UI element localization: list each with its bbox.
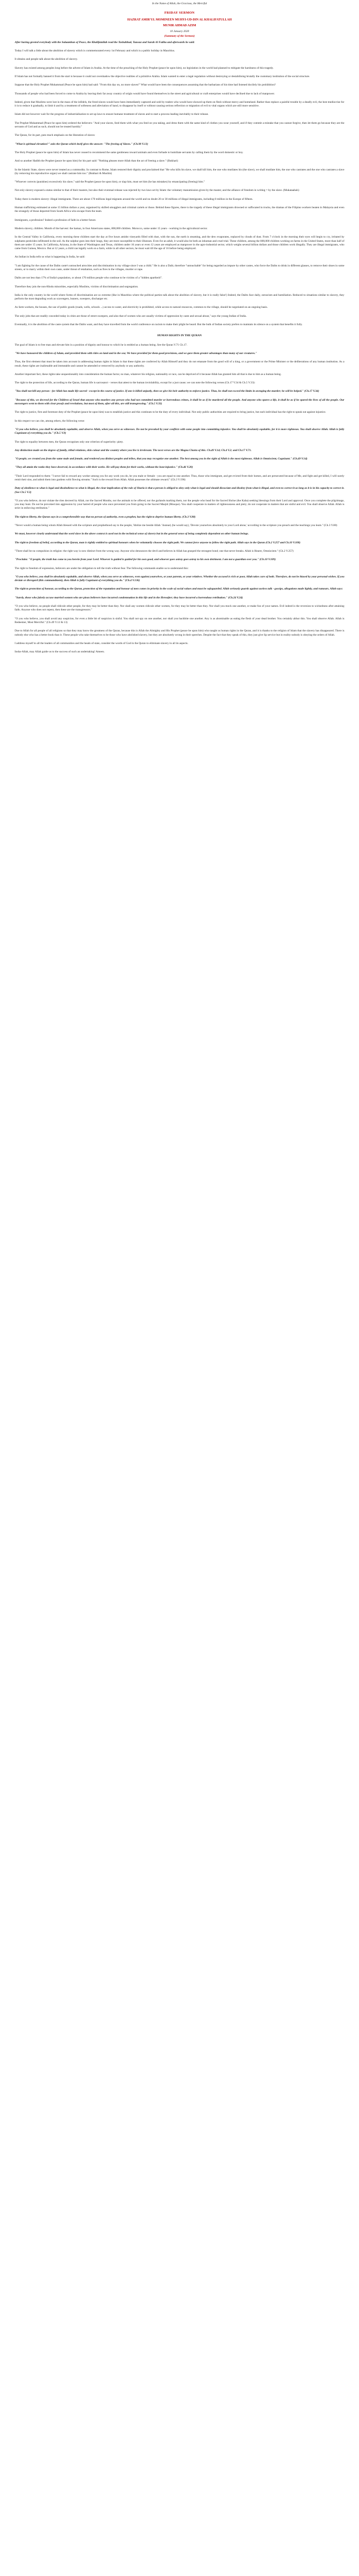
paragraph: "We have honoured the children of Adam, and provided them with rides on land and in the sea; We have provided for them good provisions, and we gave them greater advantages than many of our creatures." <box>15 351 257 355</box>
paragraph: The right to liberty, the Quran says in a comprehensible way that no person of authority, even a prophet, has the right to deprive human liberty. (Ch.3 V.80) <box>15 515 196 519</box>
paragraph: Islam did not however wait for the progress of industrialisation to set up laws to ensure humane treatment of slaves and to start a process leading inevitably to their release. <box>15 113 209 116</box>
paragraph: "Because of this, we decreed for the Children of Israel that anyone who murders any person who had not committed murder or horrendous crimes, it shall be as if he murdered all the people. And anyone who spares a life, it shall be as if he spared the lives of all the people. Our messengers went to them with clear proofs and revelations, but most of them, after all this, are still transgressing." (Ch.5 V.33) <box>15 398 344 406</box>
paragraph: Not only slavery exposed a status similar to that of their masters, but also their eventual release was rejected by two laws set by Islam: the voluntary manumission given by the master, and the alliance of freedom in writing = by the slave. (Mukataabah) <box>15 189 299 192</box>
paragraph: The right to justice, first and foremost duty of the Prophet (peace be upon him) was to establish justice and this continues to be the duty of every individual. Not only public authorities are required to bring justice, but each individual has the right to speak out against injustice. <box>15 411 326 414</box>
paragraph: "Surely, those who falsely accuse married women who are pious believers have incurred condemnation in this life and in the Hereafter; they have incurred a horrendous retribution." (Ch.24 V.24) <box>15 596 243 599</box>
paragraph: Therefore they join the non-Hindu minorities, especially Muslims, victims of discrimination and segregation. <box>15 285 139 288</box>
paragraph: "Their Lord responded to them: "I never fail to reward any worker among you for any work you do, be you male or female - you are equal to one another. Thus, those who immigrate, and get evicted from their homes, and are persecuted because of Me, and fight and get killed, I will surely remit their sins, and admit them into gardens with flowing streams." Such is the reward from Allah. Allah possesses the ultimate reward." (Ch.3 V.196) <box>15 474 344 481</box>
paragraph: Dalits are not less than 17% of India's population, or about 170 million people who continue to be victims of a "hidden apartheid". <box>15 276 163 280</box>
paragraph: Eventually, it is the abolition of the caste system that the Dalits want, and they have travelled from the world conference on racism to make their plight be heard. But the bulk of Indian society prefers to maintain its silence on a system that benefits it fully. <box>15 323 303 327</box>
paragraph: I address myself to all the leaders of all communities and the heads of state, consider the words of God in the Quran to eliminate slavery in all its aspects. <box>15 641 188 645</box>
paragraph: In this respect we can cite, among others, the following verse: <box>15 419 85 423</box>
paragraph: The right to freedom of expression, believers are under the obligation to tell the truth without fear. The following commands enable us to understand this: <box>15 566 189 570</box>
paragraph: As farm workers, the houses, the use of public goods (roads, wells, schools ...) access to water, and electricity is prohibited, while access to natural resources, common to the village, should be negotiated on an ongoing basis. <box>15 306 268 309</box>
paragraph: The Quran, for its part, puts much emphasis on the liberation of slaves: <box>15 134 96 137</box>
paragraph: Duty of obedience to what is legal and disobedience to what is illegal, the clear implication of the rule of Sharia is that a person is obliged to obey only what is legal and should dissociate and disobey from what is illegal, and even to correct it as long as it is in his capacity to correct it. (See Ch.5 V.3) <box>15 487 344 494</box>
paragraph: The right to freedom of belief, according to the Quran, man is rightly entitled to spiritual honours when he voluntarily chooses the right path. We cannot force anyone to follow the right path. Allah says in the Quran (Ch.2 V.257 and Ch.10 V.100) <box>15 541 301 544</box>
paragraph: "They all attain the ranks they have deserved, in accordance with their works. He will pay them for their works, without the least injustice." (Ch.46 V.20) <box>15 466 193 469</box>
paragraph: Another important fact, these rights take unquestionably into consideration the human factor, no man, whatever his religion, nationality or race, can be deprived of it because Allah has granted him all that is due to him as a human being. <box>15 372 282 376</box>
paragraph: Insha-Allah, may Allah guide us to the success of such an undertaking! Ameen. <box>15 650 105 654</box>
paragraph: "Whoever corrects (punishes) excessively his slave," said the Prophet (peace be upon him), or slap him, must set him (he has mistakes) by emancipating (freeing) him." <box>15 180 205 184</box>
paragraph: If Islam has not formally banned it from the start is because it could not overshadow the objective realities of a primitive Arabia. Islam wanted to enter a legal regulation without destroying or destabilising brutally the customary institution of the social structure. <box>15 74 310 78</box>
paragraph: After having greeted everybody with the Salaamhun of Peace, the Khalifatullah read the Tashahhud, Taawuz and Surah Al Fatiha and afterwards he said: <box>15 40 195 44</box>
document-title: FRIDAY SERMON <box>164 11 195 15</box>
paragraph: Immigrants, a profession? Indeed a profession of faith in a better future. <box>15 218 97 222</box>
paragraph: In the Islamic State, slaves were never treated as a commodity. In contrast to Rome, Islam restored their dignity and proclaimed that "He who kills his slave, we shall kill him, the one who mutilates his (the slave), we shall mutilate him, the one who castrates and the one who castrates a slave (by removing his reproductive organ) we shall castrate him too." (Bukhari & Muslim) <box>15 168 344 175</box>
paragraph: The right to the protection of life, according to the Quran, human life is sacrosanct - verses that attest to the human inviolability, except for a just cause; we can note the following verses (Ch.17 V.34 & Ch.5 V.33): <box>15 381 256 385</box>
paragraph: The Prophet Muhammad (Peace be upon him) ordered the believers: "And your slaves, feed them with what you feed on you taking, and dress them with the same kind of clothes you wear yourself, and if they commit a mistake that you cannot forgive, then let them go because they are the servants of God and as such, should not be treated harshly." <box>15 121 344 129</box>
bismillah-line: In the Name of Allah, the Gracious, the Merciful <box>152 2 207 5</box>
paragraph: And so another Hadith the Prophet (peace be upon him) for his part said: "Nothing pleases more Allah than the act of freeing a slave." (Bukhari) <box>15 159 178 163</box>
paragraph: It obtains and people talk about the abolition of slavery. <box>15 58 78 61</box>
paragraph: "I am fighting for the cause of the Dalits caste's untouched atrocities and discrimination in my village since I was a child." He is also a Dalit, therefore "untouchable" for being regarded as impure by other castes, who force the Dalits to drink in different glasses, to remove their shoes in some streets, or to marry within their own caste, under threat of retaliation, such as fires in the villages, murder or rape. <box>15 264 344 271</box>
sermon-date: 10 January 2020 <box>170 30 189 34</box>
paragraph: Due to Allah for all people of all religions so that they may know the greatness of the Quran, because this is Allah the Almighty and His Prophet (peace be upon him) who taught us human rights in the Quran, and it is thanks to the religion of Islam that the slavery has disappeared. There is nobody else who has a better book than it. These people who take themselves to be those who have abolished slavery, but they are absolutely wrong in their speeches. Despite the fact that they speak of this, they just give lip service but in reality nobody is obeying the orders of Allah. <box>15 629 344 637</box>
paragraph: "O people, we created you from the same male and female, and rendered you distinct peoples and tribes, that you may recognize one another. The best among you in the sight of Allah is the most righteous. Allah is Omniscient, Cognizant." (Ch.49 V.14) <box>15 457 308 461</box>
paragraph: Thus, the first element that must be taken into account in addressing human rights in Islam is that these rights are conferred by Allah Himself and they do not emanate from the good will of a king, or a government or the Prime Minister or the deliberations of any human institution. As a result, these rights are inalienable and immutable and cannot be amended or removed by anybody or any authority. <box>15 360 344 368</box>
paragraph: India is the only country in the world where forms of discrimination are so extreme (like in Mauritius where the political parties talk about the abolition of slavery, but it is really false!) Indeed, the Dalits face daily, ostracism and humiliation. Reduced to situations similar to slavery, they perform the most degrading work as scavengers, leaners, sweepers, discharger etc. <box>15 293 344 301</box>
paragraph: An Indian in India tells us what is happening in India, he said: <box>15 255 85 259</box>
paragraph: "Proclaim: "O people, the truth has come to you herein from your Lord. Whoever is guided is guided for his own good, and whoever goes astray goes astray to his own detriment. I am not a guardian over you." (Ch.10 V.109) <box>15 558 276 562</box>
paragraph: Modern slavery, children. Month of the harvest: the hamaz, in four Americans states, 800,000 children. Morocco, some under 15 years - working in the agricultural sector. <box>15 227 208 230</box>
paragraph: "You shall not kill any person - for Allah has made life sacred - except in the course of justice. If one is killed unjustly, then we give his heir authority to enforce justice. Thus, he shall not exceed the limits in avenging the murder; he will be helped." (Ch.17 V.34) <box>15 390 319 393</box>
paragraph: Human trafficking estimated at some 15 billion dollars a year, organised by skilled smugglers and criminal cartels or those. Behind these figures, there is the tragedy of these illegal immigrants drowned or suffocated in trucks, the dramas of the Filipino workers beaten in Malaysia and even the strangely of those deported from South Africa who escape from the team. <box>15 206 344 213</box>
sermon-body-part-2 <box>15 344 344 654</box>
paragraph: Today I will talk a little about the abolition of slavery which is commemorated every 1st February and which is a public holiday in Mauritius. <box>15 49 175 53</box>
paragraph: "O you who believe, no people shall ridicule other people, for they may be better than they. Nor shall any women ridicule other women, for they may be better than they. Nor shall you mock one another, or make fun of your names. Evil indeed is the reversion to wickedness after attaining faith. Anyone who does not repent, then these are the transgressors." <box>15 605 344 612</box>
section-heading-human-rights: HUMAN RIGHTS IN THE QURAN <box>157 334 202 338</box>
paragraph: "O you who believe, do not violate the rites decreed by Allah, nor the Sacred Months, nor the animals to be offered, nor the garlands marking them, nor the people who head for the Sacred Shrine (the Kaba) seeking blessings from their Lord and approval. Once you complete the pilgrimage, you may hunt. Do not be provoked into aggression by your hatred of people who once prevented you from going to the Sacred Masjid (Mosque). You shall cooperate in matters of righteousness and piety; do not cooperate in matters that are sinful and evil. You shall observe Allah. Allah is strict in enforcing retribution." <box>15 499 344 510</box>
paragraph: In the Central Valley in California, every morning these children start the day at five hours amidst vineyards filled with dust, with the sun, the earth is steaming, and the dew evaporates, replaced by clouds of dust. From 7 o'clock in the morning their eyes will begin to cry, irritated by sulphates pesticides infiltrated in the soil. As the sulphur goes into their lungs, they are more susceptible to their illnesses. Even for an adult, it would also be both an inhuman and cruel trial. These children, among the 800,000 children working on farms in the United States, more than half of them are under 15 years. In California, Arizona, in the State of Washington and Texas, children under 16 years or even 12 years are employed as manpower in the agro-industrial sector, which weighs several billion dollars and those children work illegally. They are illegal immigrants, who came from Guinea, Mexico. But at 12 years, a child can legally work on a farm, while in all other sectors, he must wait till the age of 16 before being employed. <box>15 235 344 251</box>
paragraph: Suppose that the Holy Prophet Muhammad (Peace be upon him) had said: "From this day on, no more slaves!" What would have been the consequences assuming that the barbarians of his time had listened docilely his prohibition? <box>15 83 276 87</box>
paragraph: "Never would a human being whom Allah blessed with the scripture and prophethood say to the people, 'Idolize me beside Allah.' Instead, (he would say), 'Devote yourselves absolutely to your Lord alone,' according to the scripture you preach and the teachings you learn." (Ch.3 V.80) <box>15 524 337 528</box>
sermon-body-part-1 <box>15 41 344 327</box>
paragraph: "O you who believe, you shall be absolutely equitable, and observe Allah, when you serve as witnesses, even against yourselves, or your parents, or your relatives. Whether the accused is rich or poor, Allah takes care of both. Therefore, do not be biased by your personal wishes. If you deviate or disregard (this commandment), then Allah is fully Cognizant of everything you do." (Ch.4 V.136) <box>15 575 344 583</box>
summary-label: (Summary of the Sermon) <box>164 35 195 38</box>
paragraph: The right to protection of honour, according to the Quran, protection of the reputation and honour of men comes in priority in the scale of social values and must be safeguarded. Allah seriously guards against useless talk - gossips, allegations made lightly, and rumours. Allah says: <box>15 587 343 591</box>
paragraph: Thousands of people who had been forced to come to Arabia by leaving their far away country of origin would have found themselves in the street and agricultural or craft enterprises would have declined due to lack of manpower. <box>15 92 275 95</box>
paragraph: Indeed, given that Muslims were lost in the mass of the infidels, the freed slaves would have been immediately captured and sold by traders who would have showed up them on flesh without mercy and homeland. Rather than replace a painful trouble by a deadly evil, the best mediocrise for it is to reduce it gradually, to limit it and by a treatment of softeness and alleviation of hand, to disappear by itself or without causing serious reflection or migration of evil to vital organs which are still more sensitive. <box>15 100 344 108</box>
paragraph: Slavery has existed among peoples long before the advent of Islam in Arabia. At the time of the preaching of the Holy Prophet (peace be upon him), no legislation in the world had planned to mitigate the harshness of this tragedy. <box>15 66 274 70</box>
speaker-name: MUNIR AHMAD AZIM <box>163 24 196 27</box>
paragraph: "There shall be no compulsion in religion: the right way is now distinct from the wrong way. Anyone who denounces the devil and believes in Allah has grasped the strongest bond; one that never breaks. Allah is Hearer, Omniscient." (Ch.2 V.257) <box>15 549 294 553</box>
paragraph: Today there is modern slavery: illegal immigrants. There are about 170 millions legal migrants around the world and no doubt 20 or 30 millions of illegal immigrants, including 8 million in the Europe of fifteen. <box>15 197 253 201</box>
paragraph: "What is spiritual elevation?" asks the Quran which itself gives the answer: "The freeing of Slaves." (Ch.90 V.13) <box>15 142 148 146</box>
speaker-title: HAZRAT AMIR'UL MOMINEEN MUHYI-UD-DIN AL KHALIFATULLAH <box>127 18 232 22</box>
paragraph: The goal of Islam is to free man and elevate him in a position of dignity and honour to which he is entitled as a human being. See the Quran V.71 Ch.17. <box>15 343 187 347</box>
paragraph: "O you who believe, you shall be absolutely equitable, and observe Allah, when you serve as witnesses. Do not be provoked by your conflicts with some people into committing injustice. You shall be absolutely equitable, for it is more righteous. You shall observe Allah. Allah is fully Cognizant of everything you do." (Ch.5 V.9) <box>15 427 344 435</box>
paragraph: "O you who believe, you shall avoid any suspicion, for even a little bit of suspicion is sinful. You shall not spy on one another, nor shall you backbite one another. Any is as abominable as eating the flesh of your dead brother. You certainly abhor this. You shall observe Allah. Allah is Redeemer, Most Merciful." (Ch.49 V.12 & 13) <box>15 617 344 624</box>
paragraph: We must, however clearly understand that the word slave in the above context is used not in the technical sense of slavery but in the general sense of being completely dependent on other human beings. <box>15 532 249 536</box>
paragraph: The only jobs that are readily conceded today in cities are those of street sweepers, and also that of women who are usually victims of oppression by caste and sexual abuse," says the young Indian of India. <box>15 314 247 318</box>
paragraph: The right to equality between men, the Quran recognises only one criterion of superiority: piety. <box>15 440 124 444</box>
paragraph: The Holy Prophet (peace be upon him) of Islam has never ceased to recommend the same gentleness toward animals and even forbade to humiliate servants by calling them by the word domestic or boy. <box>15 151 244 154</box>
paragraph: Any distinction made on the degree of family, tribal relations, skin colour and the country where you live is irrelevant. The next verses are the Magna Charta of this. Ch.49 V.14; Ch.4 V.2; and Ch.17 V.71. <box>15 448 252 452</box>
